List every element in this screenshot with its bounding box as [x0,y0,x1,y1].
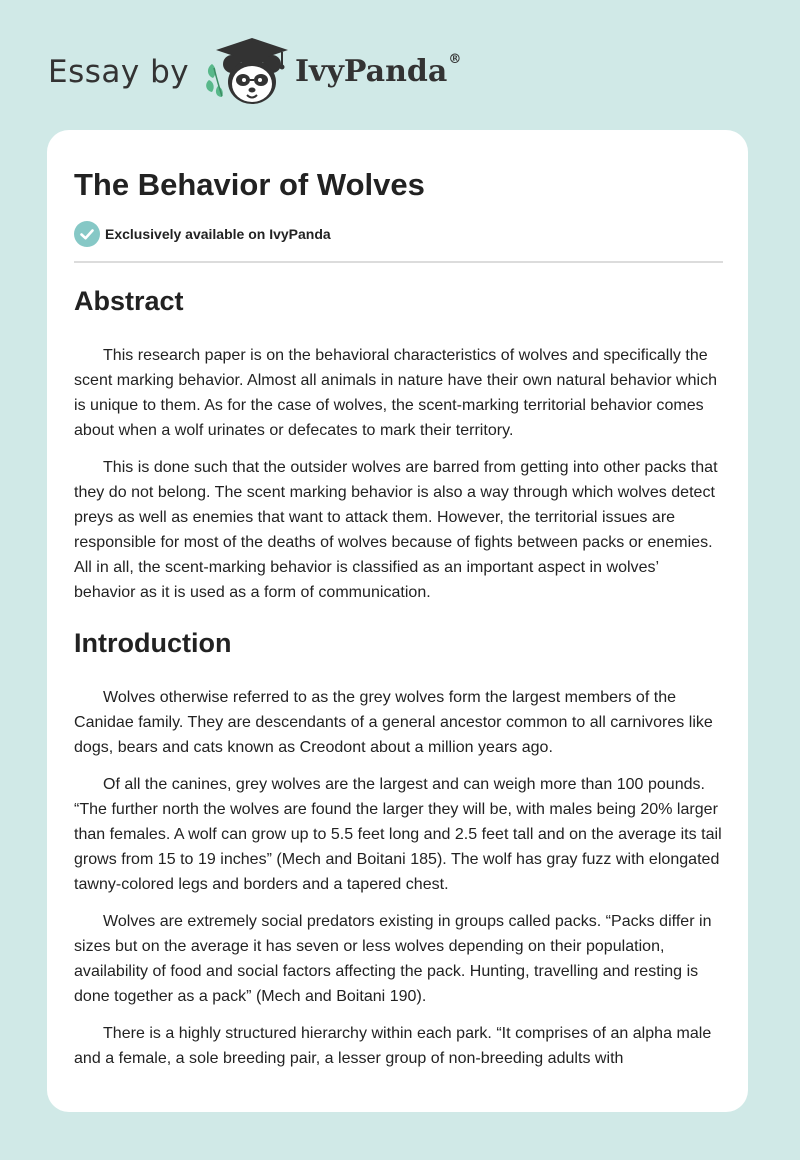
exclusive-badge-label: Exclusively available on IvyPanda [105,226,331,242]
introduction-paragraph-3: Wolves are extremely social predators existing in groups called packs. “Packs differ in sizes but on the average it has seven or less wolves depending on their population, availability of food and social factors affecting the pack. Hunting, travelling and resting is done together as a pack” (Mech and Boitani 190). [74,913,712,1005]
brand-prefix: Essay by [48,54,190,90]
registered-mark: ® [448,52,462,67]
panda-graduate-logo-icon[interactable] [204,34,296,110]
abstract-paragraph-1: This research paper is on the behavioral characteristics of wolves and specifically the scent marking behavior. Almost all animals in nature have their own natural behavior which is unique to them. As for the case of wolves, the scent-marking territorial behavior comes about when a wolf urinates or defecates to mark their territory. [74,347,718,439]
exclusive-badge [74,221,331,247]
check-circle-icon [74,221,100,247]
brand-name[interactable]: IvyPanda® [295,52,462,89]
essay-card [47,130,748,1112]
essay-content [74,281,723,1071]
section-heading-introduction: Introduction [74,628,232,658]
abstract-paragraph-2: This is done such that the outsider wolves are barred from getting into other packs that they do not belong. The scent marking behavior is also a way through which wolves detect preys as well as enemies that want to attack them. However, the territorial issues are responsible for most of the deaths of wolves because of fights between packs or enemies. All in all, the scent-marking behavior is classified as an important aspect in wolves’ behavior as it is used as a form of communication. [74,459,718,601]
site-header [48,34,508,114]
section-heading-abstract: Abstract [74,286,184,316]
essay-title: The Behavior of Wolves [74,167,425,202]
title-divider [74,261,723,263]
introduction-paragraph-2: Of all the canines, grey wolves are the largest and can weigh more than 100 pounds. “The further north the wolves are found the larger they will be, with males being 20% larger than females. A wolf can grow up to 5.5 feet long and 2.5 feet tall and on the average its tail grows from 15 to 19 inches” (Mech and Boitani 185). The wolf has gray fuzz with elongated tawny-colored legs and borders and a tapered chest. [74,776,722,893]
introduction-paragraph-4: There is a highly structured hierarchy within each park. “It comprises of an alpha male and a female, a sole breeding pair, a lesser group of non-breeding adults with [74,1025,712,1067]
introduction-paragraph-1: Wolves otherwise referred to as the grey wolves form the largest members of the Canidae family. They are descendants of a general ancestor common to all carnivores like dogs, bears and cats known as Creodont about a million years ago. [74,689,713,756]
